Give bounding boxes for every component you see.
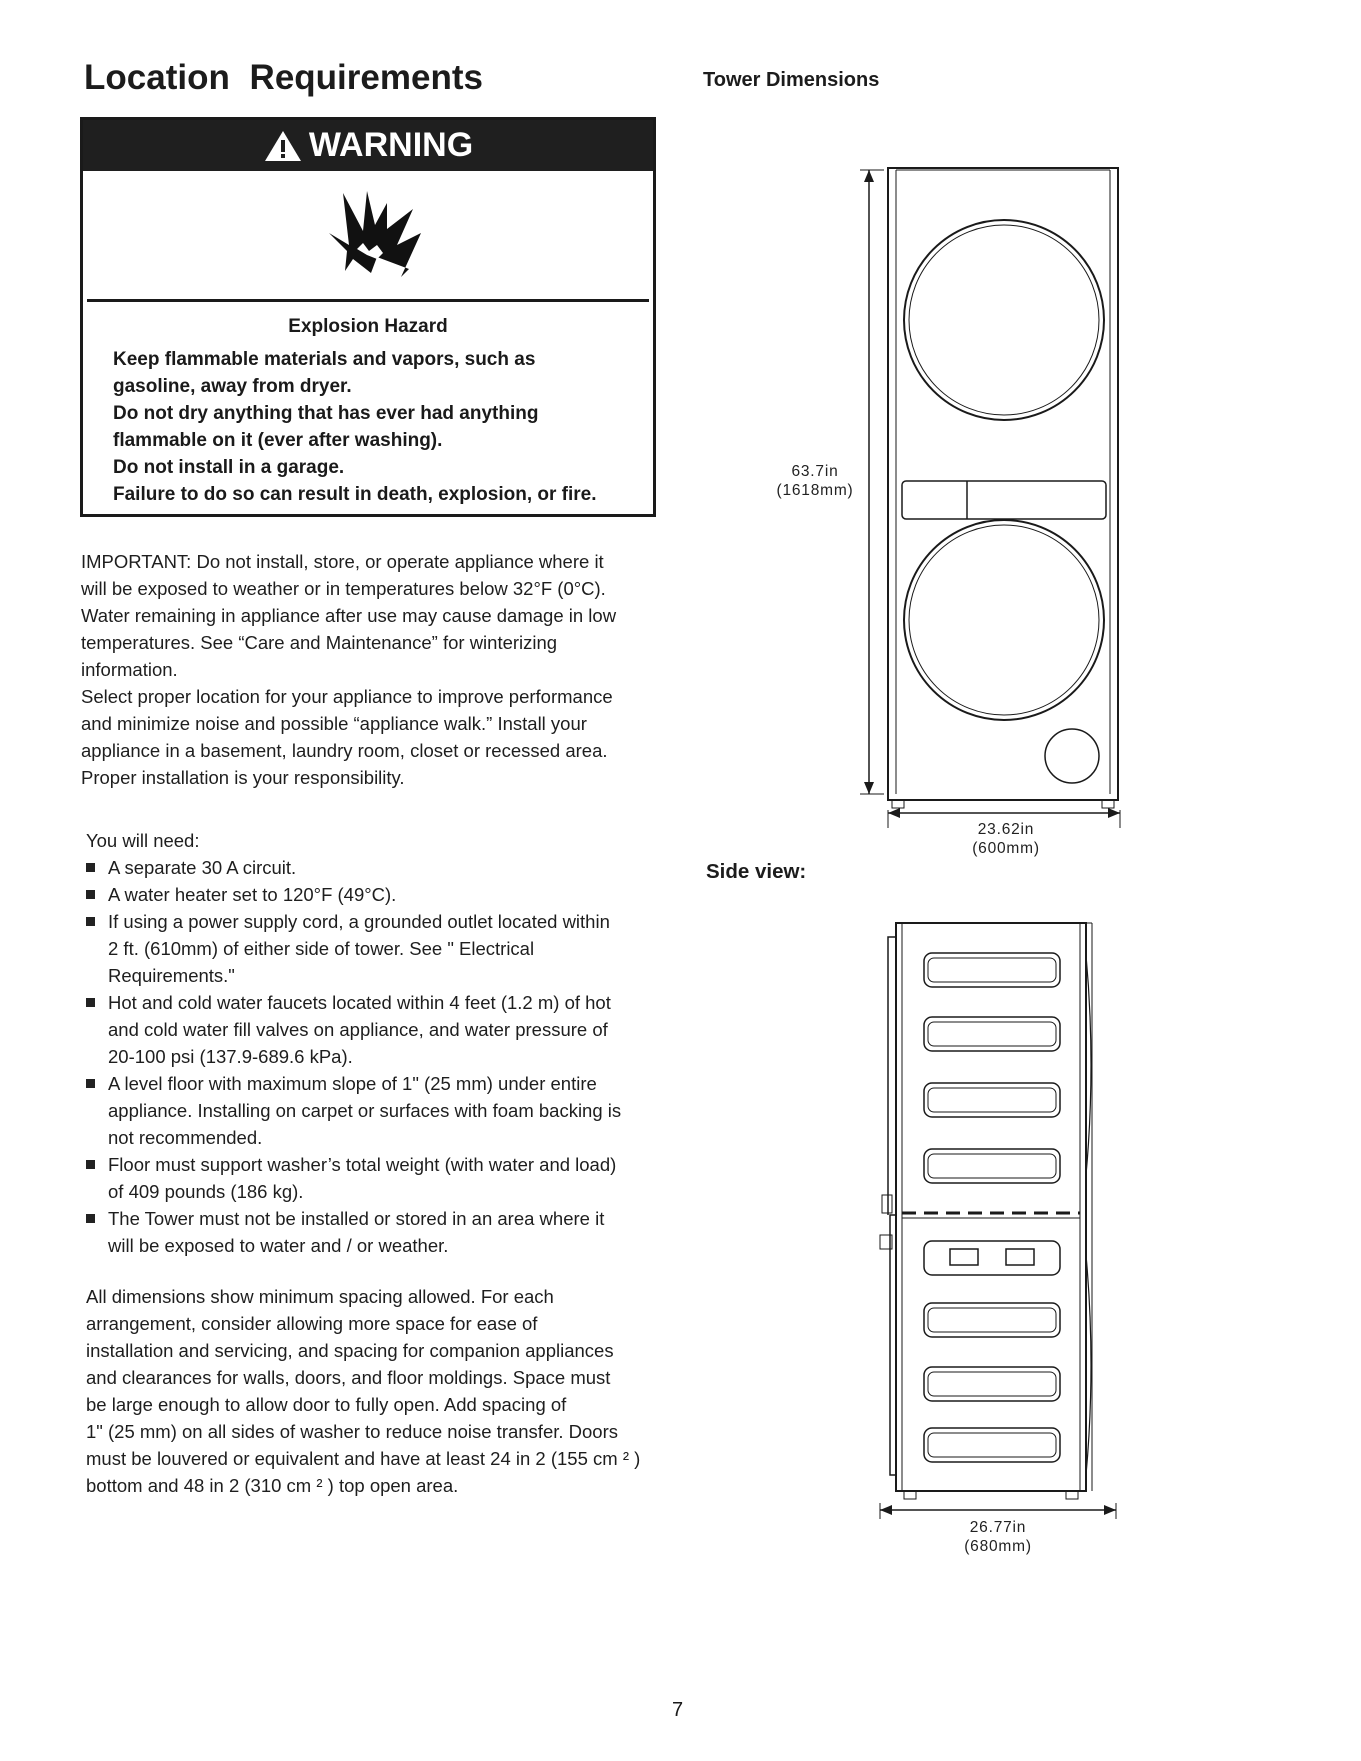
- text-line: and clearances for walls, doors, and floor moldings. Space must: [86, 1367, 611, 1388]
- text-line: must be louvered or equivalent and have at least 24 in 2 (155 cm ² ): [86, 1448, 641, 1469]
- list-item: If using a power supply cord, a grounded outlet located within 2 ft. (610mm) of either side of tower. See " Electrical Requirements.": [86, 908, 686, 989]
- side-view-title: Side view:: [706, 860, 807, 883]
- hazard-line: Keep flammable materials and vapors, such as: [113, 349, 536, 370]
- warning-triangle-icon: [263, 129, 303, 163]
- text-line: 1" (25 mm) on all sides of washer to reduce noise transfer. Doors: [86, 1421, 619, 1442]
- spacing-paragraph: [86, 1283, 696, 1499]
- tower-side-diagram: [860, 915, 1130, 1520]
- list-item: A water heater set to 120°F (49°C).: [86, 881, 686, 908]
- list-item: Floor must support washer’s total weight (with water and load) of 409 pounds (186 kg).: [86, 1151, 686, 1205]
- text-line: be large enough to allow door to fully open. Add spacing of: [86, 1394, 567, 1415]
- width-dimension-label: 23.62in (600mm): [972, 821, 1040, 857]
- text-line: information.: [81, 659, 178, 680]
- text-line: Proper installation is your responsibility.: [81, 767, 405, 788]
- text-line: Select proper location for your appliance to improve performance: [81, 686, 613, 707]
- hazard-line: Failure to do so can result in death, explosion, or fire.: [113, 484, 597, 505]
- warning-header: [83, 120, 653, 171]
- requirements-list: [86, 854, 686, 1259]
- explosion-icon: [327, 189, 427, 285]
- tower-dimensions-title: Tower Dimensions: [703, 69, 880, 91]
- height-dimension-label: 63.7in (1618mm): [776, 463, 854, 499]
- warning-label: WARNING: [308, 126, 474, 164]
- hazard-line: flammable on it (ever after washing).: [113, 430, 443, 451]
- text-line: temperatures. See “Care and Maintenance” for winterizing: [81, 632, 558, 653]
- you-will-need-heading: You will need:: [86, 830, 200, 851]
- text-line: will be exposed to weather or in temperatures below 32°F (0°C).: [81, 578, 606, 599]
- text-line: installation and servicing, and spacing for companion appliances: [86, 1340, 614, 1361]
- hazard-icon-area: [87, 175, 649, 302]
- page-title: Location Requirements: [84, 58, 483, 97]
- hazard-line: gasoline, away from dryer.: [113, 376, 352, 397]
- list-item: A level floor with maximum slope of 1" (25 mm) under entire appliance. Installing on carpet or surfaces with foam backing is not recommended.: [86, 1070, 686, 1151]
- hazard-line: Do not dry anything that has ever had anything: [113, 403, 539, 424]
- text-line: All dimensions show minimum spacing allowed. For each: [86, 1286, 554, 1307]
- hazard-lines: [113, 346, 643, 508]
- text-line: bottom and 48 in 2 (310 cm ² ) top open area.: [86, 1475, 459, 1496]
- list-item: Hot and cold water faucets located within 4 feet (1.2 m) of hot and cold water fill valves on appliance, and water pressure of 20-100 psi (137.9-689.6 kPa).: [86, 989, 686, 1070]
- warning-box: [80, 117, 656, 517]
- text-line: IMPORTANT: Do not install, store, or operate appliance where it: [81, 551, 604, 572]
- list-item: The Tower must not be installed or stored in an area where it will be exposed to water and / or weather.: [86, 1205, 686, 1259]
- important-paragraph: [81, 548, 681, 791]
- page-number: 7: [672, 1699, 684, 1721]
- text-line: Water remaining in appliance after use may cause damage in low: [81, 605, 617, 626]
- hazard-line: Do not install in a garage.: [113, 457, 345, 478]
- hazard-title: Explosion Hazard: [288, 316, 448, 337]
- list-item: A separate 30 A circuit.: [86, 854, 686, 881]
- text-line: arrangement, consider allowing more space for ease of: [86, 1313, 538, 1334]
- text-line: appliance in a basement, laundry room, closet or recessed area.: [81, 740, 608, 761]
- text-line: and minimize noise and possible “appliance walk.” Install your: [81, 713, 587, 734]
- tower-front-diagram: [840, 160, 1130, 830]
- depth-dimension-label: 26.77in (680mm): [964, 1519, 1032, 1555]
